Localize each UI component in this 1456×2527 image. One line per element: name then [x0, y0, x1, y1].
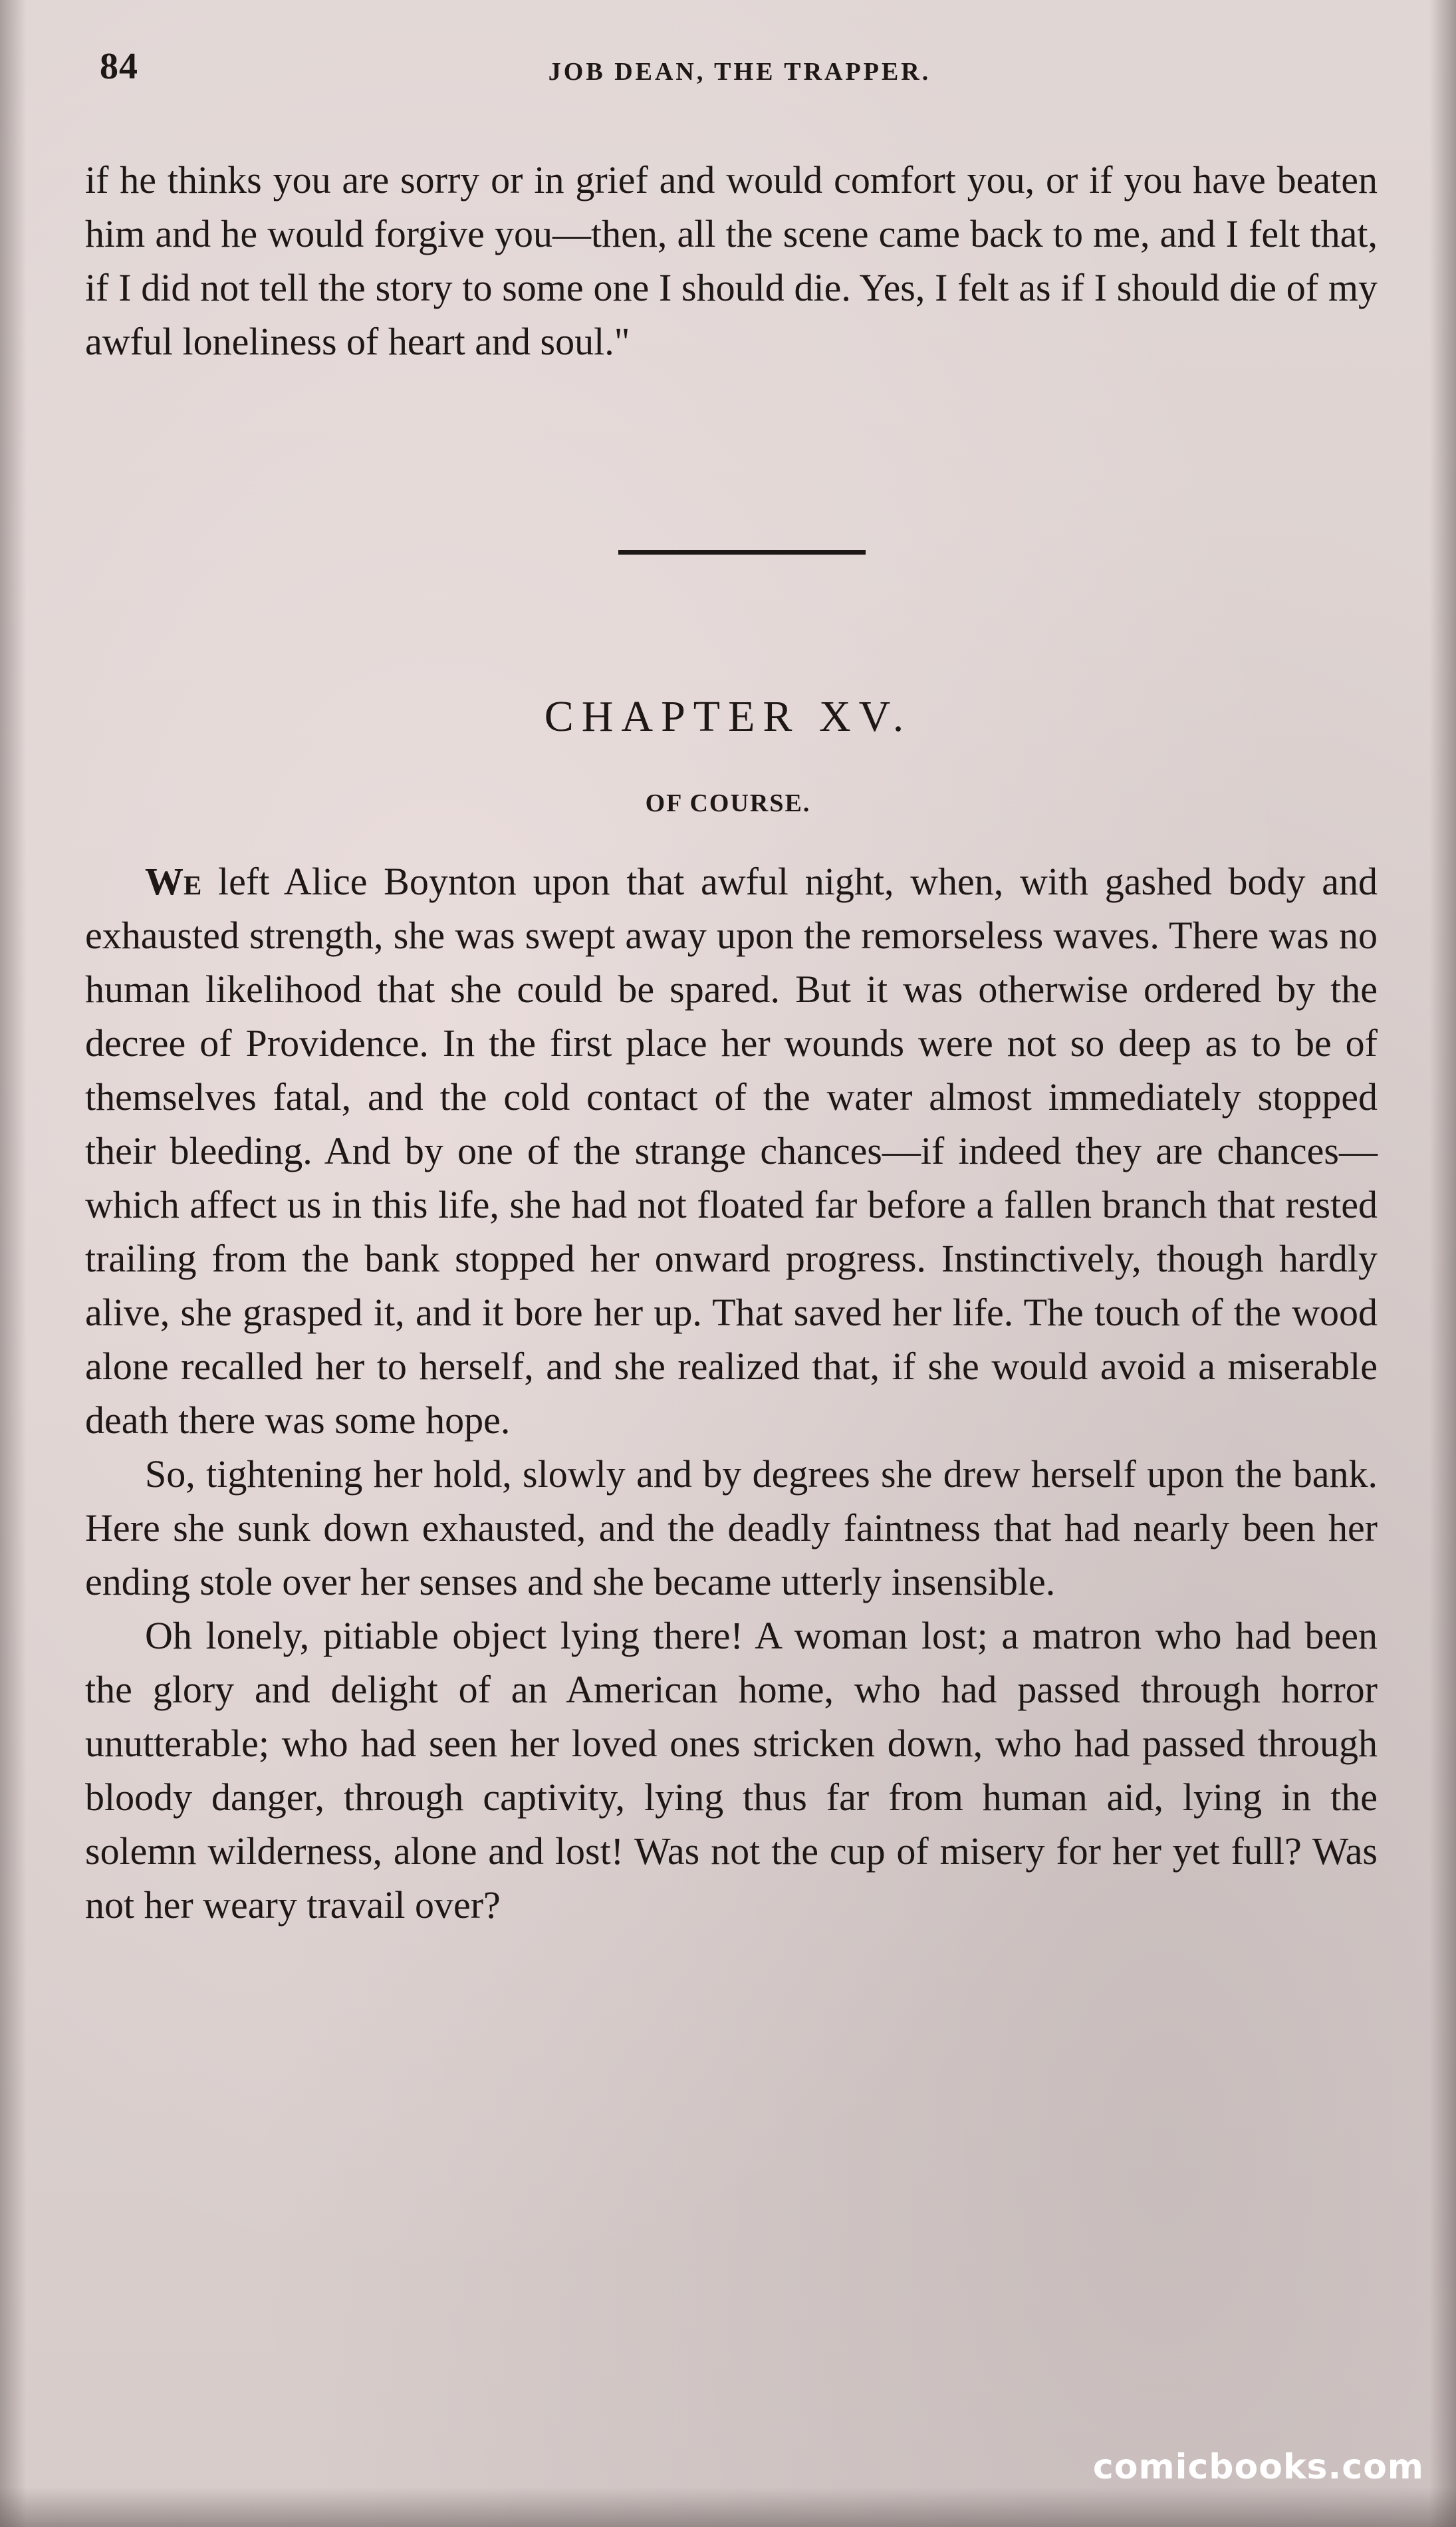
page-number: 84 — [100, 46, 138, 87]
top-paragraph-block — [85, 153, 1378, 368]
chapter-paragraph-2: So, tightening her hold, slowly and by degrees she drew herself upon the bank. Here she sunk down exhausted, and the deadly faintness that had nearly been her ending stole over her senses and she became utterly insensible. — [85, 1452, 1378, 1603]
page-edge-shadow-left — [0, 0, 27, 2527]
running-title: JOB DEAN, THE TRAPPER. — [548, 58, 931, 86]
chapter-title: CHAPTER XV. — [544, 692, 912, 741]
chapter-body — [85, 855, 1378, 1932]
running-head — [100, 45, 1380, 98]
chapter-first-word: We — [145, 860, 202, 903]
source-watermark: comicbooks.com — [1092, 2447, 1424, 2487]
page-edge-shadow-right — [1429, 0, 1456, 2527]
page-edge-shadow-bottom — [0, 2487, 1456, 2527]
chapter-paragraph-1-text: left Alice Boynton upon that awful night, when, with gashed body and exhausted strength, she was swept away upon the remorseless waves. There was no human likelihood that she could be spared. But it was otherwise ordered by the decree of Providence. In the first place her wounds were not so deep as to be of themselves fatal, and the cold contact of the water almost immediately stopped their bleeding. And by one of the strange chances—if indeed they are chances—which affect us in this life, she had not floated far before a fallen branch that rested trailing from the bank stopped her onward progress. Instinctively, though hardly alive, she grasped it, and it bore her up. That saved her life. The touch of the wood alone recalled her to herself, and she realized that, if she would avoid a miserable death there was some hope. — [85, 860, 1378, 1442]
chapter-paragraph-1 — [85, 855, 1378, 1447]
chapter-subtitle: OF COURSE. — [645, 789, 811, 817]
chapter-paragraph-3: Oh lonely, pitiable object lying there! A woman lost; a matron who had been the glory and delight of an American home, who had passed through horror unutterable; who had seen her loved ones stricken down, who had passed through bloody danger, through captivity, lying thus far from human aid, lying in the solemn wilderness, alone and lost! Was not the cup of misery for her yet full? Was not her weary travail over? — [85, 1614, 1378, 1927]
top-paragraph: if he thinks you are sorry or in grief and would comfort you, or if you have beaten him and he would forgive you—then, all the scene came back to me, and I felt that, if I did not tell the story to some one I should die. Yes, I felt as if I should die of my awful loneliness of heart and soul." — [85, 158, 1378, 363]
section-divider-rule — [618, 550, 866, 555]
